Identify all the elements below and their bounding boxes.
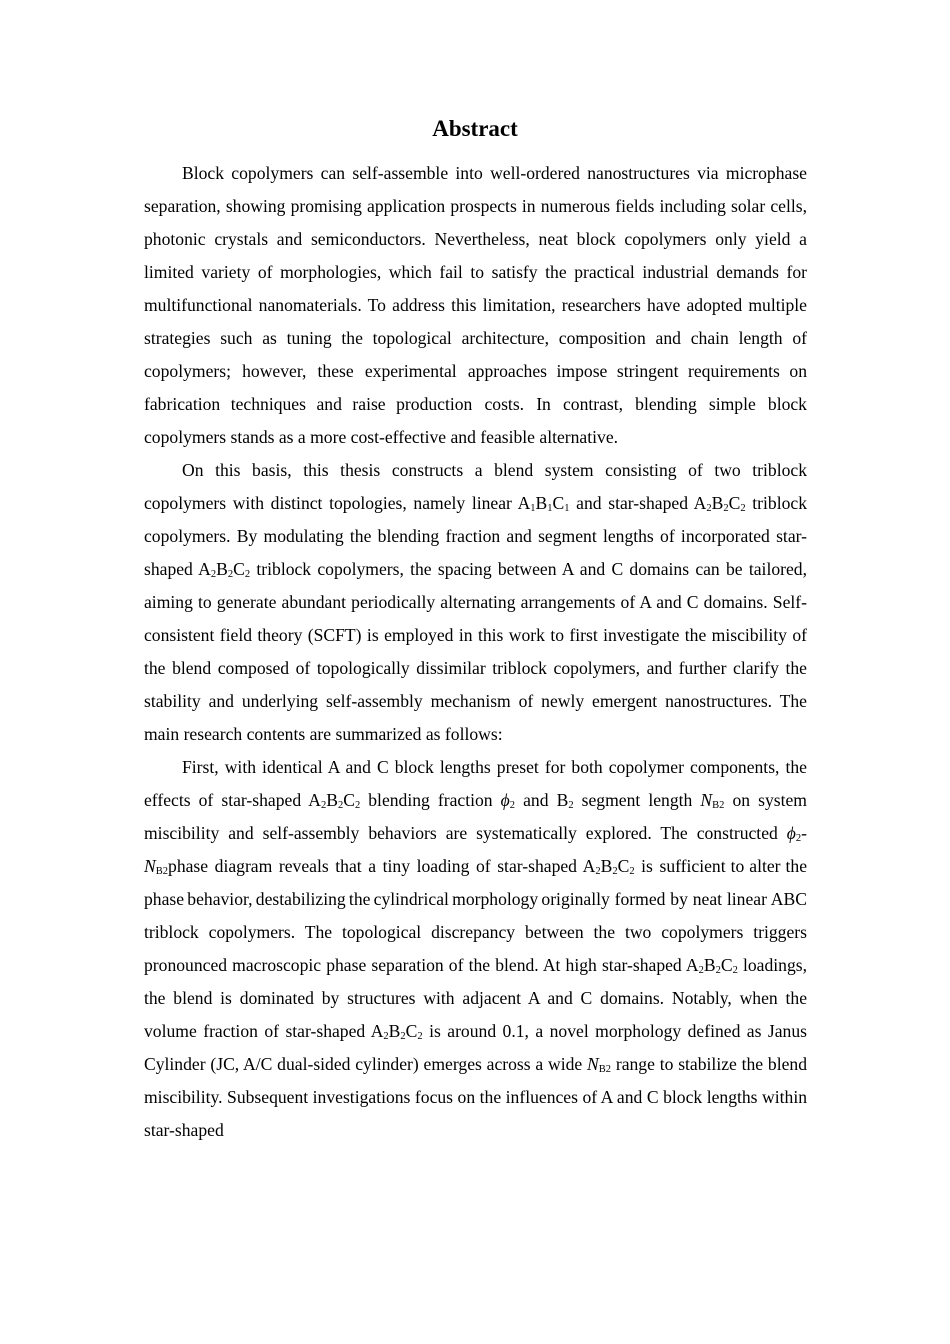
formula-A2B2C2: $A_2B_2C_2$ bbox=[198, 559, 251, 580]
text-run: triblock copolymers. By modulating the blending fraction and segment lengths of incorporated star-shaped bbox=[144, 493, 808, 579]
paragraph-3 bbox=[144, 751, 807, 1147]
symbol-phi2: $\phi_2$ bbox=[500, 790, 516, 811]
text-run: On this basis, this thesis constructs a blend system consisting of two triblock copolymers with distinct topologies, namely linear bbox=[144, 460, 807, 513]
text-run: is around 0.1, a novel morphology defined as Janus Cylinder (JC, A/C dual-sided cylinder) emerges across a wide bbox=[144, 1021, 807, 1074]
paragraph-1 bbox=[144, 157, 807, 454]
symbol-NB2: $N_{B2}$ bbox=[587, 1054, 612, 1075]
text-run: sufficient to alter the phase behavior, destabilizing the cylindrical morphology originally bbox=[144, 856, 807, 909]
formula-A2B2C2: $A_2B_2C_2$ bbox=[308, 790, 361, 811]
symbol-NB2: $N_{B2}$ bbox=[700, 790, 725, 811]
text-run: Block copolymers can self-assemble into well-ordered nanostructures via microphase separation, showing promising application prospects in numerous fields including solar cells, photonic crystals and semiconductors. Nevertheless, neat block copolymers only yield a limited variety of morphologies, which fail to satisfy the practical industrial demands for multifunctional nanomaterials. To address this limitation, researchers have adopted multiple strategies such as tuning the topological architecture, composition and chain length of copolymers; however, these experimental bbox=[144, 163, 807, 381]
text-run: blending fraction bbox=[360, 790, 501, 810]
text-run: loadings, the blend is dominated by structures with adjacent A and C domains. Notably, when the volume fraction of star-shaped bbox=[144, 955, 808, 1041]
text-run: is bbox=[634, 856, 653, 876]
formula-A2B2C2: $A_2B_2C_2$ bbox=[693, 493, 746, 514]
symbol-phi2: $\phi_2$ bbox=[786, 823, 802, 844]
text-run: - bbox=[801, 823, 807, 843]
text-run: on system miscibility and self-assembly behaviors are systematically explored. The constructed bbox=[144, 790, 807, 843]
text-run: and star-shaped bbox=[569, 493, 694, 513]
text-run: segment length bbox=[573, 790, 701, 810]
text-run: First, with identical A and C block lengths preset for both copolymer components, the effects of star-shaped bbox=[144, 757, 807, 810]
text-run: approaches impose stringent requirements on fabrication techniques and raise production bbox=[144, 361, 808, 414]
symbol-NB2: $N_{B2}$ bbox=[144, 856, 169, 877]
formula-A2B2C2: $A_2B_2C_2$ bbox=[370, 1021, 423, 1042]
abstract-body bbox=[144, 157, 807, 1147]
text-run: triblock copolymers, the spacing between A and C domains can be tailored, aiming to generate abundant periodically alternating arrangements of A and C domains. Self-consistent field theory (SCFT) is employed in this work to first investigate the miscibility of the blend composed of topologically dissimilar triblock copolymers, and further clarify the stability and underlying self-assembly mechanism of newly emergent nanostructures. The main research contents are summarized as follows: bbox=[144, 559, 807, 744]
paragraph-2 bbox=[144, 454, 807, 751]
abstract-heading: Abstract bbox=[432, 116, 518, 141]
subscript: 2 bbox=[568, 800, 574, 811]
text-run: costs. In contrast, blending simple block copolymers stands as a more cost-effective and feasible alternative. bbox=[144, 394, 807, 447]
formula-A2B2C2: $A_2B_2C_2$ bbox=[582, 856, 635, 877]
formula-A1B1C1: $A_1B_1C_1$ bbox=[517, 493, 570, 514]
formula-A2B2C2: $A_2B_2C_2$ bbox=[685, 955, 738, 976]
text-run: formed by neat linear ABC triblock copolymers. The topological discrepancy between the two copolymers triggers pronounced macroscopic phase separation of the blend. At high star-shaped bbox=[144, 889, 807, 975]
text-run: range to stabilize the blend miscibility. Subsequent investigations focus on the influences of A and C block lengths within star-shaped bbox=[144, 1054, 808, 1140]
text-run: and B bbox=[515, 790, 569, 810]
text-run: phase diagram reveals that a tiny loading of star-shaped bbox=[168, 856, 583, 876]
